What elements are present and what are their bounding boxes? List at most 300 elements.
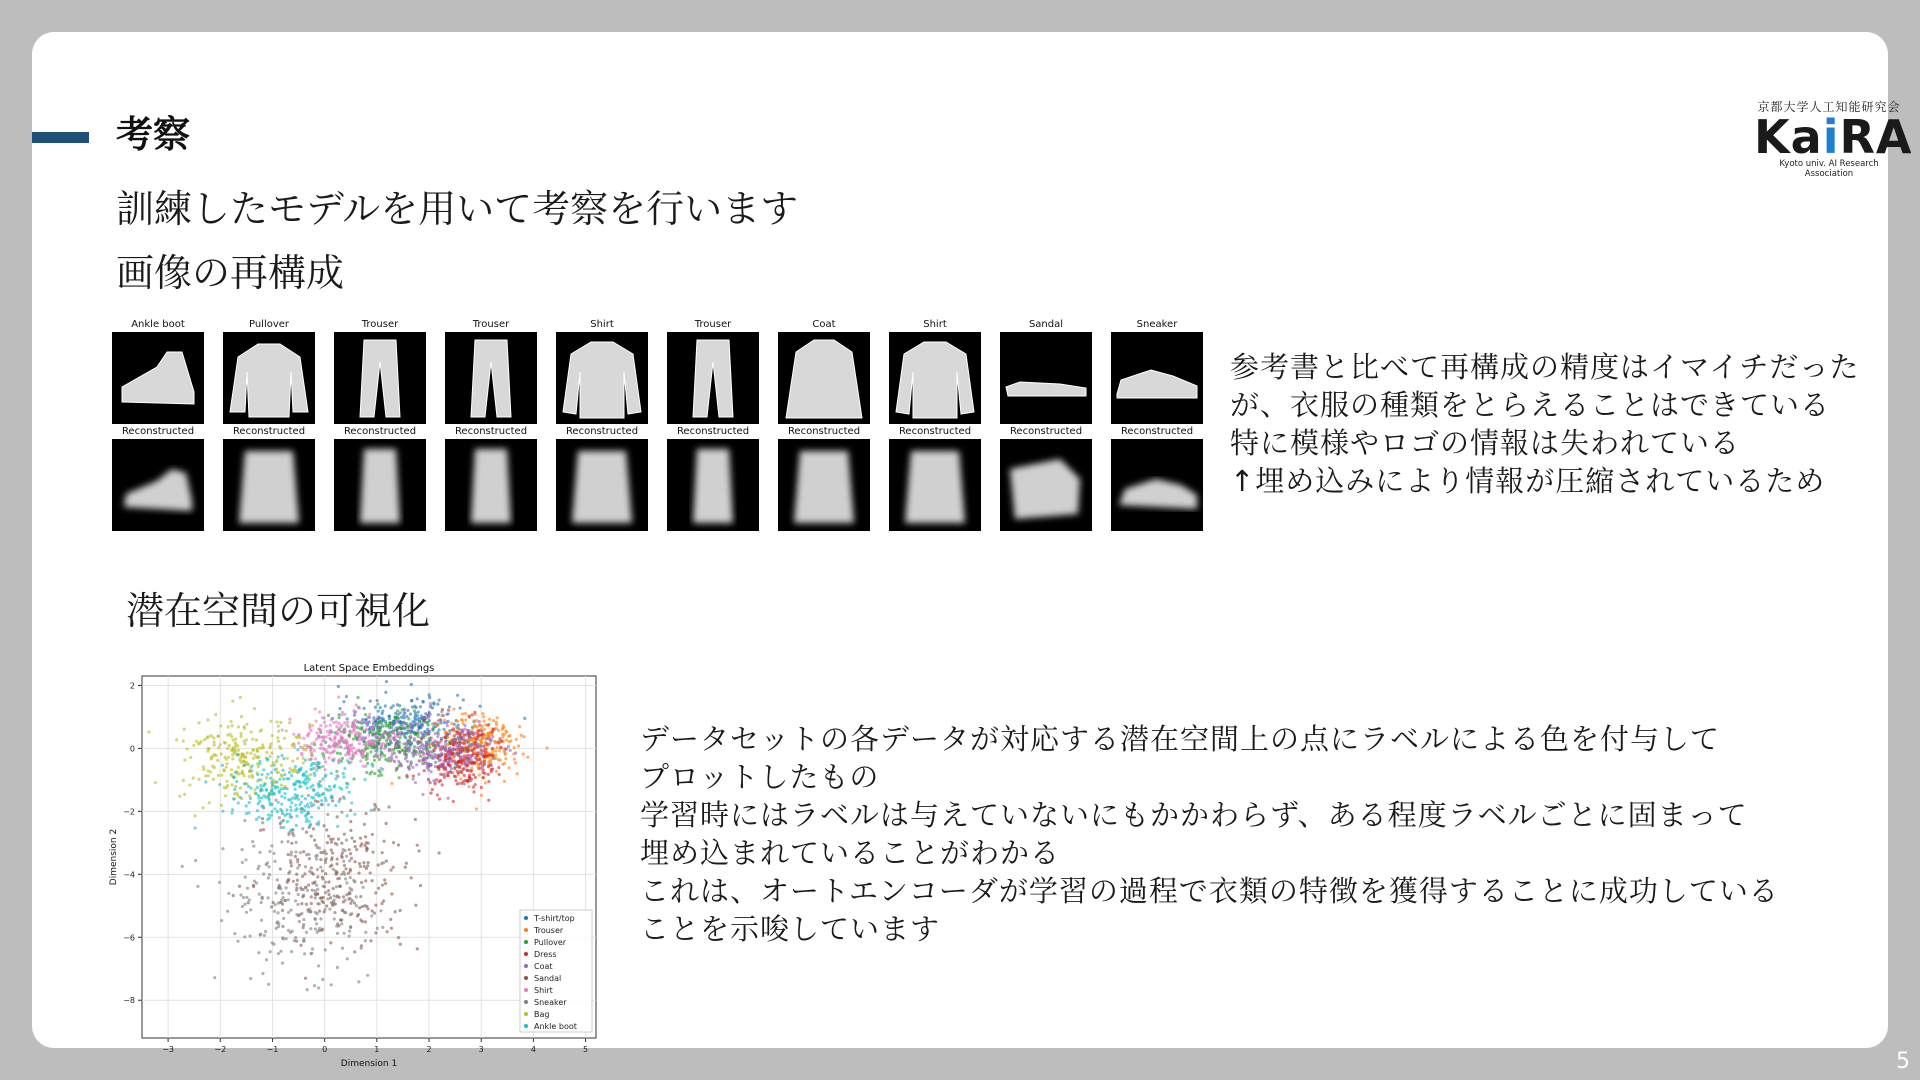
scatter-point: [295, 883, 298, 886]
scatter-point: [243, 742, 246, 745]
scatter-point: [330, 848, 333, 851]
scatter-point: [296, 748, 299, 751]
scatter-point: [336, 775, 339, 778]
scatter-point: [295, 889, 298, 892]
scatter-point: [403, 710, 406, 713]
original-image: [112, 332, 204, 424]
garment-image: [112, 332, 204, 424]
scatter-point: [323, 757, 326, 760]
scatter-point: [438, 797, 441, 800]
scatter-point: [271, 788, 274, 791]
logo-name-b: i: [1822, 110, 1840, 164]
scatter-point: [249, 935, 252, 938]
scatter-point: [404, 866, 407, 869]
scatter-point: [366, 757, 369, 760]
scatter-point: [299, 886, 302, 889]
legend-label: T-shirt/top: [534, 914, 575, 923]
scatter-point: [280, 820, 283, 823]
scatter-point: [349, 869, 352, 872]
scatter-point: [465, 750, 468, 753]
scatter-point: [319, 724, 322, 727]
scatter-point: [259, 933, 262, 936]
scatter-point: [270, 771, 273, 774]
scatter-point: [285, 886, 288, 889]
scatter-point: [403, 752, 406, 755]
scatter-point: [429, 713, 432, 716]
scatter-point: [320, 743, 323, 746]
scatter-point: [344, 753, 347, 756]
original-image-cell: [778, 318, 870, 424]
scatter-point: [392, 841, 395, 844]
scatter-point: [237, 772, 240, 775]
scatter-point: [410, 699, 413, 702]
scatter-point: [365, 722, 368, 725]
scatter-point: [347, 751, 350, 754]
scatter-point: [316, 875, 319, 878]
latent_text-line: プロットしたもの: [640, 760, 880, 794]
scatter-point: [307, 758, 310, 761]
scatter-point: [440, 710, 443, 713]
scatter-point: [340, 918, 343, 921]
scatter-point: [336, 857, 339, 860]
scatter-point: [286, 787, 289, 790]
scatter-point: [364, 835, 367, 838]
scatter-point: [411, 766, 414, 769]
scatter-point: [316, 868, 319, 871]
scatter-point: [327, 714, 330, 717]
scatter-point: [374, 706, 377, 709]
scatter-point: [294, 809, 297, 812]
scatter-point: [339, 745, 342, 748]
original-image: [445, 332, 537, 424]
scatter-point: [325, 904, 328, 907]
scatter-point: [313, 749, 316, 752]
scatter-point: [302, 926, 305, 929]
scatter-point: [526, 756, 529, 759]
scatter-point: [283, 899, 286, 902]
scatter-point: [391, 721, 394, 724]
scatter-point: [291, 742, 294, 745]
logo-subtitle: Kyoto univ. AI Research Association: [1779, 159, 1879, 179]
scatter-point: [328, 737, 331, 740]
original-image: [1000, 332, 1092, 424]
scatter-point: [248, 898, 251, 901]
scatter-point: [468, 715, 471, 718]
scatter-point: [405, 742, 408, 745]
scatter-point: [499, 746, 502, 749]
legend-marker: [524, 976, 528, 980]
scatter-point: [260, 796, 263, 799]
scatter-point: [299, 781, 302, 784]
scatter-point: [305, 817, 308, 820]
scatter-point: [244, 858, 247, 861]
scatter-point: [237, 749, 240, 752]
scatter-point: [280, 764, 283, 767]
scatter-point: [465, 732, 468, 735]
scatter-point: [436, 723, 439, 726]
scatter-point: [207, 769, 210, 772]
scatter-point: [289, 859, 292, 862]
blurred-garment-shape: [693, 449, 733, 523]
scatter-point: [294, 765, 297, 768]
blurred-garment-shape: [1119, 479, 1197, 509]
scatter-point: [342, 932, 345, 935]
scatter-point: [466, 779, 469, 782]
scatter-point: [380, 722, 383, 725]
scatter-point: [329, 941, 332, 944]
scatter-point: [308, 857, 311, 860]
scatter-point: [324, 861, 327, 864]
scatter-point: [484, 723, 487, 726]
scatter-point: [183, 758, 186, 761]
scatter-point: [429, 764, 432, 767]
scatter-point: [290, 864, 293, 867]
scatter-point: [316, 902, 319, 905]
scatter-point: [181, 865, 184, 868]
scatter-point: [356, 738, 359, 741]
original-image: [1111, 332, 1203, 424]
garment-shape: [230, 344, 308, 417]
scatter-point: [281, 769, 284, 772]
scatter-point: [358, 862, 361, 865]
scatter-point: [459, 706, 462, 709]
latent-scatter-chart: [104, 656, 624, 1066]
scatter-point: [416, 723, 419, 726]
scatter-point: [287, 853, 290, 856]
scatter-point: [316, 854, 319, 857]
scatter-point: [381, 851, 384, 854]
scatter-point: [316, 792, 319, 795]
scatter-point: [251, 738, 254, 741]
scatter-point: [364, 920, 367, 923]
scatter-point: [261, 821, 264, 824]
scatter-point: [239, 796, 242, 799]
scatter-point: [271, 734, 274, 737]
blurred-garment-image: [334, 439, 426, 531]
blurred-garment-image: [778, 439, 870, 531]
scatter-point: [433, 753, 436, 756]
scatter-point: [449, 770, 452, 773]
scatter-point: [457, 724, 460, 727]
scatter-point: [324, 725, 327, 728]
scatter-point: [286, 840, 289, 843]
scatter-point: [183, 793, 186, 796]
scatter-point: [388, 717, 391, 720]
original-image-cell: [1111, 318, 1203, 424]
scatter-point: [314, 720, 317, 723]
scatter-point: [232, 776, 235, 779]
scatter-point: [407, 739, 410, 742]
scatter-point: [497, 742, 500, 745]
scatter-point: [372, 718, 375, 721]
scatter-point: [522, 735, 525, 738]
scatter-point: [349, 897, 352, 900]
legend-marker: [524, 952, 528, 956]
scatter-point: [477, 729, 480, 732]
scatter-point: [429, 702, 432, 705]
scatter-point: [379, 771, 382, 774]
scatter-point: [426, 723, 429, 726]
chart-title: Latent Space Embeddings: [303, 663, 435, 674]
scatter-point: [413, 709, 416, 712]
legend-label: Trouser: [534, 926, 564, 935]
scatter-point: [283, 792, 286, 795]
scatter-point: [470, 743, 473, 746]
scatter-point: [492, 719, 495, 722]
garment-image: [223, 332, 315, 424]
scatter-point: [323, 849, 326, 852]
scatter-point: [400, 716, 403, 719]
reconstructed-image: [889, 439, 981, 531]
scatter-point: [371, 851, 374, 854]
scatter-point: [398, 741, 401, 744]
scatter-point: [258, 851, 261, 854]
scatter-point: [244, 755, 247, 758]
scatter-point: [317, 736, 320, 739]
scatter-point: [451, 747, 454, 750]
scatter-point: [463, 724, 466, 727]
garment-shape: [693, 340, 733, 417]
scatter-point: [245, 896, 248, 899]
scatter-point: [247, 763, 250, 766]
scatter-point: [348, 735, 351, 738]
scatter-point: [280, 809, 283, 812]
scatter-point: [349, 852, 352, 855]
scatter-point: [381, 712, 384, 715]
original-image-cell: [445, 318, 537, 424]
scatter-point: [359, 720, 362, 723]
scatter-point: [446, 774, 449, 777]
scatter-point: [448, 754, 451, 757]
scatter-point: [238, 885, 241, 888]
scatter-point: [234, 737, 237, 740]
scatter-point: [324, 774, 327, 777]
scatter-point: [316, 912, 319, 915]
scatter-point: [249, 797, 252, 800]
recon_text-line: が、衣服の種類をとらえることはできている: [1230, 388, 1831, 422]
scatter-point: [305, 831, 308, 834]
scatter-point: [349, 756, 352, 759]
scatter-point: [433, 749, 436, 752]
scatter-point: [495, 716, 498, 719]
latent_text-line: 埋め込まれていることがわかる: [640, 836, 1061, 870]
scatter-point: [317, 794, 320, 797]
scatter-point: [277, 725, 280, 728]
scatter-point: [370, 879, 373, 882]
scatter-point: [268, 798, 271, 801]
legend-marker: [524, 1012, 528, 1016]
scatter-point: [334, 869, 337, 872]
scatter-point: [357, 980, 360, 983]
scatter-point: [336, 932, 339, 935]
scatter-point: [231, 700, 234, 703]
scatter-point: [367, 861, 370, 864]
scatter-point: [251, 840, 254, 843]
legend-marker: [524, 940, 528, 944]
scatter-point: [365, 905, 368, 908]
scatter-point: [258, 815, 261, 818]
scatter-point: [324, 796, 327, 799]
scatter-point: [220, 752, 223, 755]
scatter-point: [178, 795, 181, 798]
scatter-point: [266, 757, 269, 760]
scatter-point: [276, 755, 279, 758]
scatter-point: [460, 746, 463, 749]
scatter-point: [239, 893, 242, 896]
scatter-point: [482, 776, 485, 779]
scatter-point: [235, 780, 238, 783]
scatter-point: [437, 851, 440, 854]
scatter-point: [212, 736, 215, 739]
scatter-point: [292, 834, 295, 837]
scatter-point: [280, 840, 283, 843]
scatter-point: [345, 739, 348, 742]
scatter-point: [373, 803, 376, 806]
scatter-point: [234, 743, 237, 746]
scatter-point: [394, 734, 397, 737]
scatter-point: [333, 741, 336, 744]
scatter-point: [364, 713, 367, 716]
original-image: [778, 332, 870, 424]
scatter-point: [330, 901, 333, 904]
scatter-point: [373, 749, 376, 752]
original-label: Coat: [812, 319, 836, 330]
scatter-point: [304, 797, 307, 800]
scatter-point: [258, 762, 261, 765]
scatter-point: [509, 739, 512, 742]
scatter-point: [545, 746, 548, 749]
scatter-point: [297, 771, 300, 774]
legend-label: Shirt: [534, 986, 553, 995]
scatter-point: [288, 717, 291, 720]
scatter-point: [405, 862, 408, 865]
scatter-point: [499, 738, 502, 741]
scatter-point: [437, 780, 440, 783]
scatter-point: [345, 838, 348, 841]
scatter-point: [327, 835, 330, 838]
scatter-point: [288, 767, 291, 770]
scatter-point: [345, 695, 348, 698]
scatter-point: [369, 730, 372, 733]
scatter-point: [243, 819, 246, 822]
scatter-point: [325, 857, 328, 860]
scatter-point: [333, 735, 336, 738]
scatter-point: [175, 738, 178, 741]
scatter-point: [292, 783, 295, 786]
scatter-point: [377, 774, 380, 777]
scatter-point: [468, 776, 471, 779]
scatter-point: [411, 706, 414, 709]
scatter-point: [362, 707, 365, 710]
scatter-point: [394, 738, 397, 741]
garment-shape: [786, 340, 862, 418]
scatter-point: [268, 755, 271, 758]
scatter-point: [327, 880, 330, 883]
scatter-point: [226, 747, 229, 750]
scatter-point: [221, 847, 224, 850]
scatter-point: [354, 751, 357, 754]
scatter-point: [282, 826, 285, 829]
scatter-point: [206, 718, 209, 721]
scatter-point: [374, 931, 377, 934]
recon_text-line: 参考書と比べて再構成の精度はイマイチだった: [1230, 350, 1860, 384]
scatter-point: [319, 729, 322, 732]
scatter-point: [343, 833, 346, 836]
scatter-point: [363, 865, 366, 868]
garment-image: [334, 332, 426, 424]
scatter-point: [371, 833, 374, 836]
scatter-point: [413, 737, 416, 740]
legend-marker: [524, 916, 528, 920]
scatter-point: [194, 859, 197, 862]
scatter-point: [407, 750, 410, 753]
scatter-point: [304, 783, 307, 786]
scatter-point: [295, 841, 298, 844]
garment-image: [445, 332, 537, 424]
scatter-point: [346, 759, 349, 762]
scatter-point: [304, 805, 307, 808]
scatter-point: [459, 757, 462, 760]
scatter-point: [335, 770, 338, 773]
scatter-point: [390, 927, 393, 930]
scatter-point: [349, 913, 352, 916]
scatter-point: [502, 726, 505, 729]
scatter-point: [346, 814, 349, 817]
scatter-point: [387, 805, 390, 808]
scatter-point: [231, 738, 234, 741]
scatter-point: [321, 765, 324, 768]
scatter-point: [289, 808, 292, 811]
scatter-point: [249, 908, 252, 911]
scatter-point: [491, 767, 494, 770]
scatter-point: [216, 759, 219, 762]
scatter-point: [355, 848, 358, 851]
scatter-point: [345, 855, 348, 858]
scatter-point: [286, 879, 289, 882]
scatter-point: [428, 746, 431, 749]
scatter-point: [304, 977, 307, 980]
scatter-point: [440, 747, 443, 750]
original-image: [889, 332, 981, 424]
scatter-point: [318, 927, 321, 930]
scatter-point: [295, 824, 298, 827]
scatter-point: [311, 724, 314, 727]
scatter-point: [347, 725, 350, 728]
scatter-point: [330, 983, 333, 986]
scatter-point: [370, 914, 373, 917]
scatter-point: [420, 737, 423, 740]
scatter-point: [451, 760, 454, 763]
scatter-point: [262, 872, 265, 875]
scatter-point: [342, 738, 345, 741]
y-tick-label: −8: [123, 996, 135, 1006]
scatter-point: [376, 699, 379, 702]
scatter-point: [251, 774, 254, 777]
scatter-point: [339, 730, 342, 733]
scatter-point: [520, 734, 523, 737]
scatter-point: [273, 910, 276, 913]
scatter-point: [429, 739, 432, 742]
scatter-point: [325, 828, 328, 831]
scatter-point: [256, 750, 259, 753]
blurred-garment-shape: [905, 451, 965, 523]
reconstructed-image-cell: [889, 425, 981, 531]
scatter-point: [346, 717, 349, 720]
scatter-point: [257, 797, 260, 800]
scatter-point: [287, 798, 290, 801]
scatter-point: [418, 720, 421, 723]
scatter-point: [302, 894, 305, 897]
